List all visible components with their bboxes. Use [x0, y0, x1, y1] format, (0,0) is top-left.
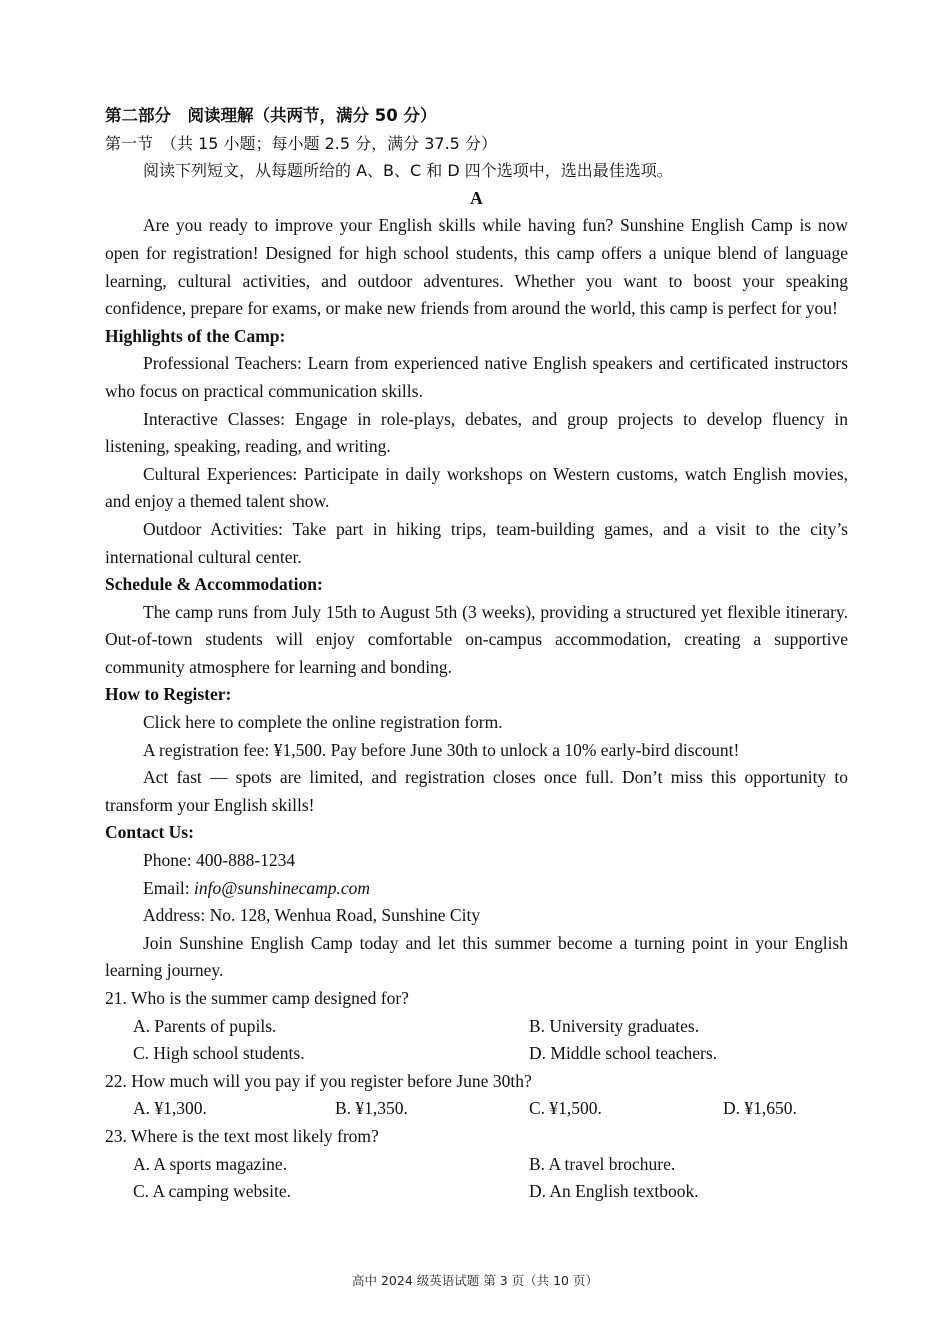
option-b: B. University graduates. [529, 1015, 700, 1036]
highlight-cultural: Cultural Experiences: Participate in daily workshops on Western customs, watch English movies, and enjoy a themed talent show. [105, 463, 848, 512]
contact-email: info@sunshinecamp.com [194, 877, 371, 898]
highlight-outdoor: Outdoor Activities: Take part in hiking trips, team-building games, and a visit to the city’s international cultural center. [105, 518, 848, 567]
page-footer: 高中 2024 级英语试题 第 3 页（共 10 页） [352, 1273, 598, 1288]
option-a: A. A sports magazine. [133, 1153, 288, 1174]
option-b: B. ¥1,350. [335, 1098, 408, 1119]
contact-heading: Contact Us: [105, 822, 194, 843]
register-heading: How to Register: [105, 684, 232, 705]
part-title: 第二部分 阅读理解（共两节，满分 50 分） [105, 106, 437, 125]
question-stem: 22. How much will you pay if you register before June 30th? [105, 1070, 532, 1091]
schedule-text: The camp runs from July 15th to August 5th (3 weeks), providing a structured yet flexible itinerary. Out-of-town students will enjoy comfortable on-campus accommodation, creating a supportive community atmosphere for learning and bonding. [105, 601, 848, 677]
highlight-teachers: Professional Teachers: Learn from experienced native English speakers and certificated instructors who focus on practical communication skills. [105, 353, 848, 401]
passage-label: A [470, 187, 483, 208]
question-options [105, 1013, 848, 1068]
contact-phone: Phone: 400-888-1234 [143, 850, 296, 871]
option-d: D. ¥1,650. [723, 1098, 797, 1119]
option-d: D. An English textbook. [529, 1181, 699, 1202]
highlight-classes: Interactive Classes: Engage in role-plays, debates, and group projects to develop fluency in listening, speaking, reading, and writing. [105, 408, 848, 457]
option-d: D. Middle school teachers. [529, 1043, 718, 1064]
option-c: C. ¥1,500. [529, 1098, 602, 1119]
option-b: B. A travel brochure. [529, 1153, 676, 1174]
register-fee-text: A registration fee: ¥1,500. Pay before June 30th to unlock a 10% early-bird discount! [143, 739, 740, 760]
contact-email-line [105, 875, 848, 903]
question-stem: 23. Where is the text most likely from? [105, 1125, 379, 1146]
register-click-text: Click here to complete the online registration form. [143, 712, 503, 733]
exam-page [105, 102, 848, 1206]
option-a: A. ¥1,300. [133, 1098, 207, 1119]
contact-email-label: Email: [143, 877, 195, 898]
contact-address: Address: No. 128, Wenhua Road, Sunshine City [143, 905, 481, 926]
instruction-text: 阅读下列短文，从每题所给的 A、B、C 和 D 四个选项中，选出最佳选项。 [143, 161, 673, 181]
option-c: C. High school students. [133, 1043, 305, 1064]
register-act-text: Act fast — spots are limited, and registration closes once full. Don’t miss this opportunity to transform your English skills! [105, 767, 848, 815]
option-c: C. A camping website. [133, 1181, 291, 1202]
schedule-heading: Schedule & Accommodation: [105, 574, 323, 595]
closing-text: Join Sunshine English Camp today and let this summer become a turning point in your English learning journey. [105, 932, 848, 981]
question-options [105, 1095, 848, 1123]
question-options [105, 1151, 848, 1206]
option-a: A. Parents of pupils. [133, 1015, 277, 1036]
section-title: 第一节 （共 15 小题；每小题 2.5 分，满分 37.5 分） [105, 133, 497, 153]
question-stem: 21. Who is the summer camp designed for? [105, 988, 409, 1008]
highlights-heading: Highlights of the Camp: [105, 325, 286, 346]
passage-intro: Are you ready to improve your English skills while having fun? Sunshine English Camp is now open for registration! Designed for high school students, this camp offers a unique blend of language learning, cultural activities, and outdoor adventures. Whether you want to boost your speaking confidence, prepare for exams, or make new friends from around the world, this camp is perfect for you! [105, 215, 848, 319]
